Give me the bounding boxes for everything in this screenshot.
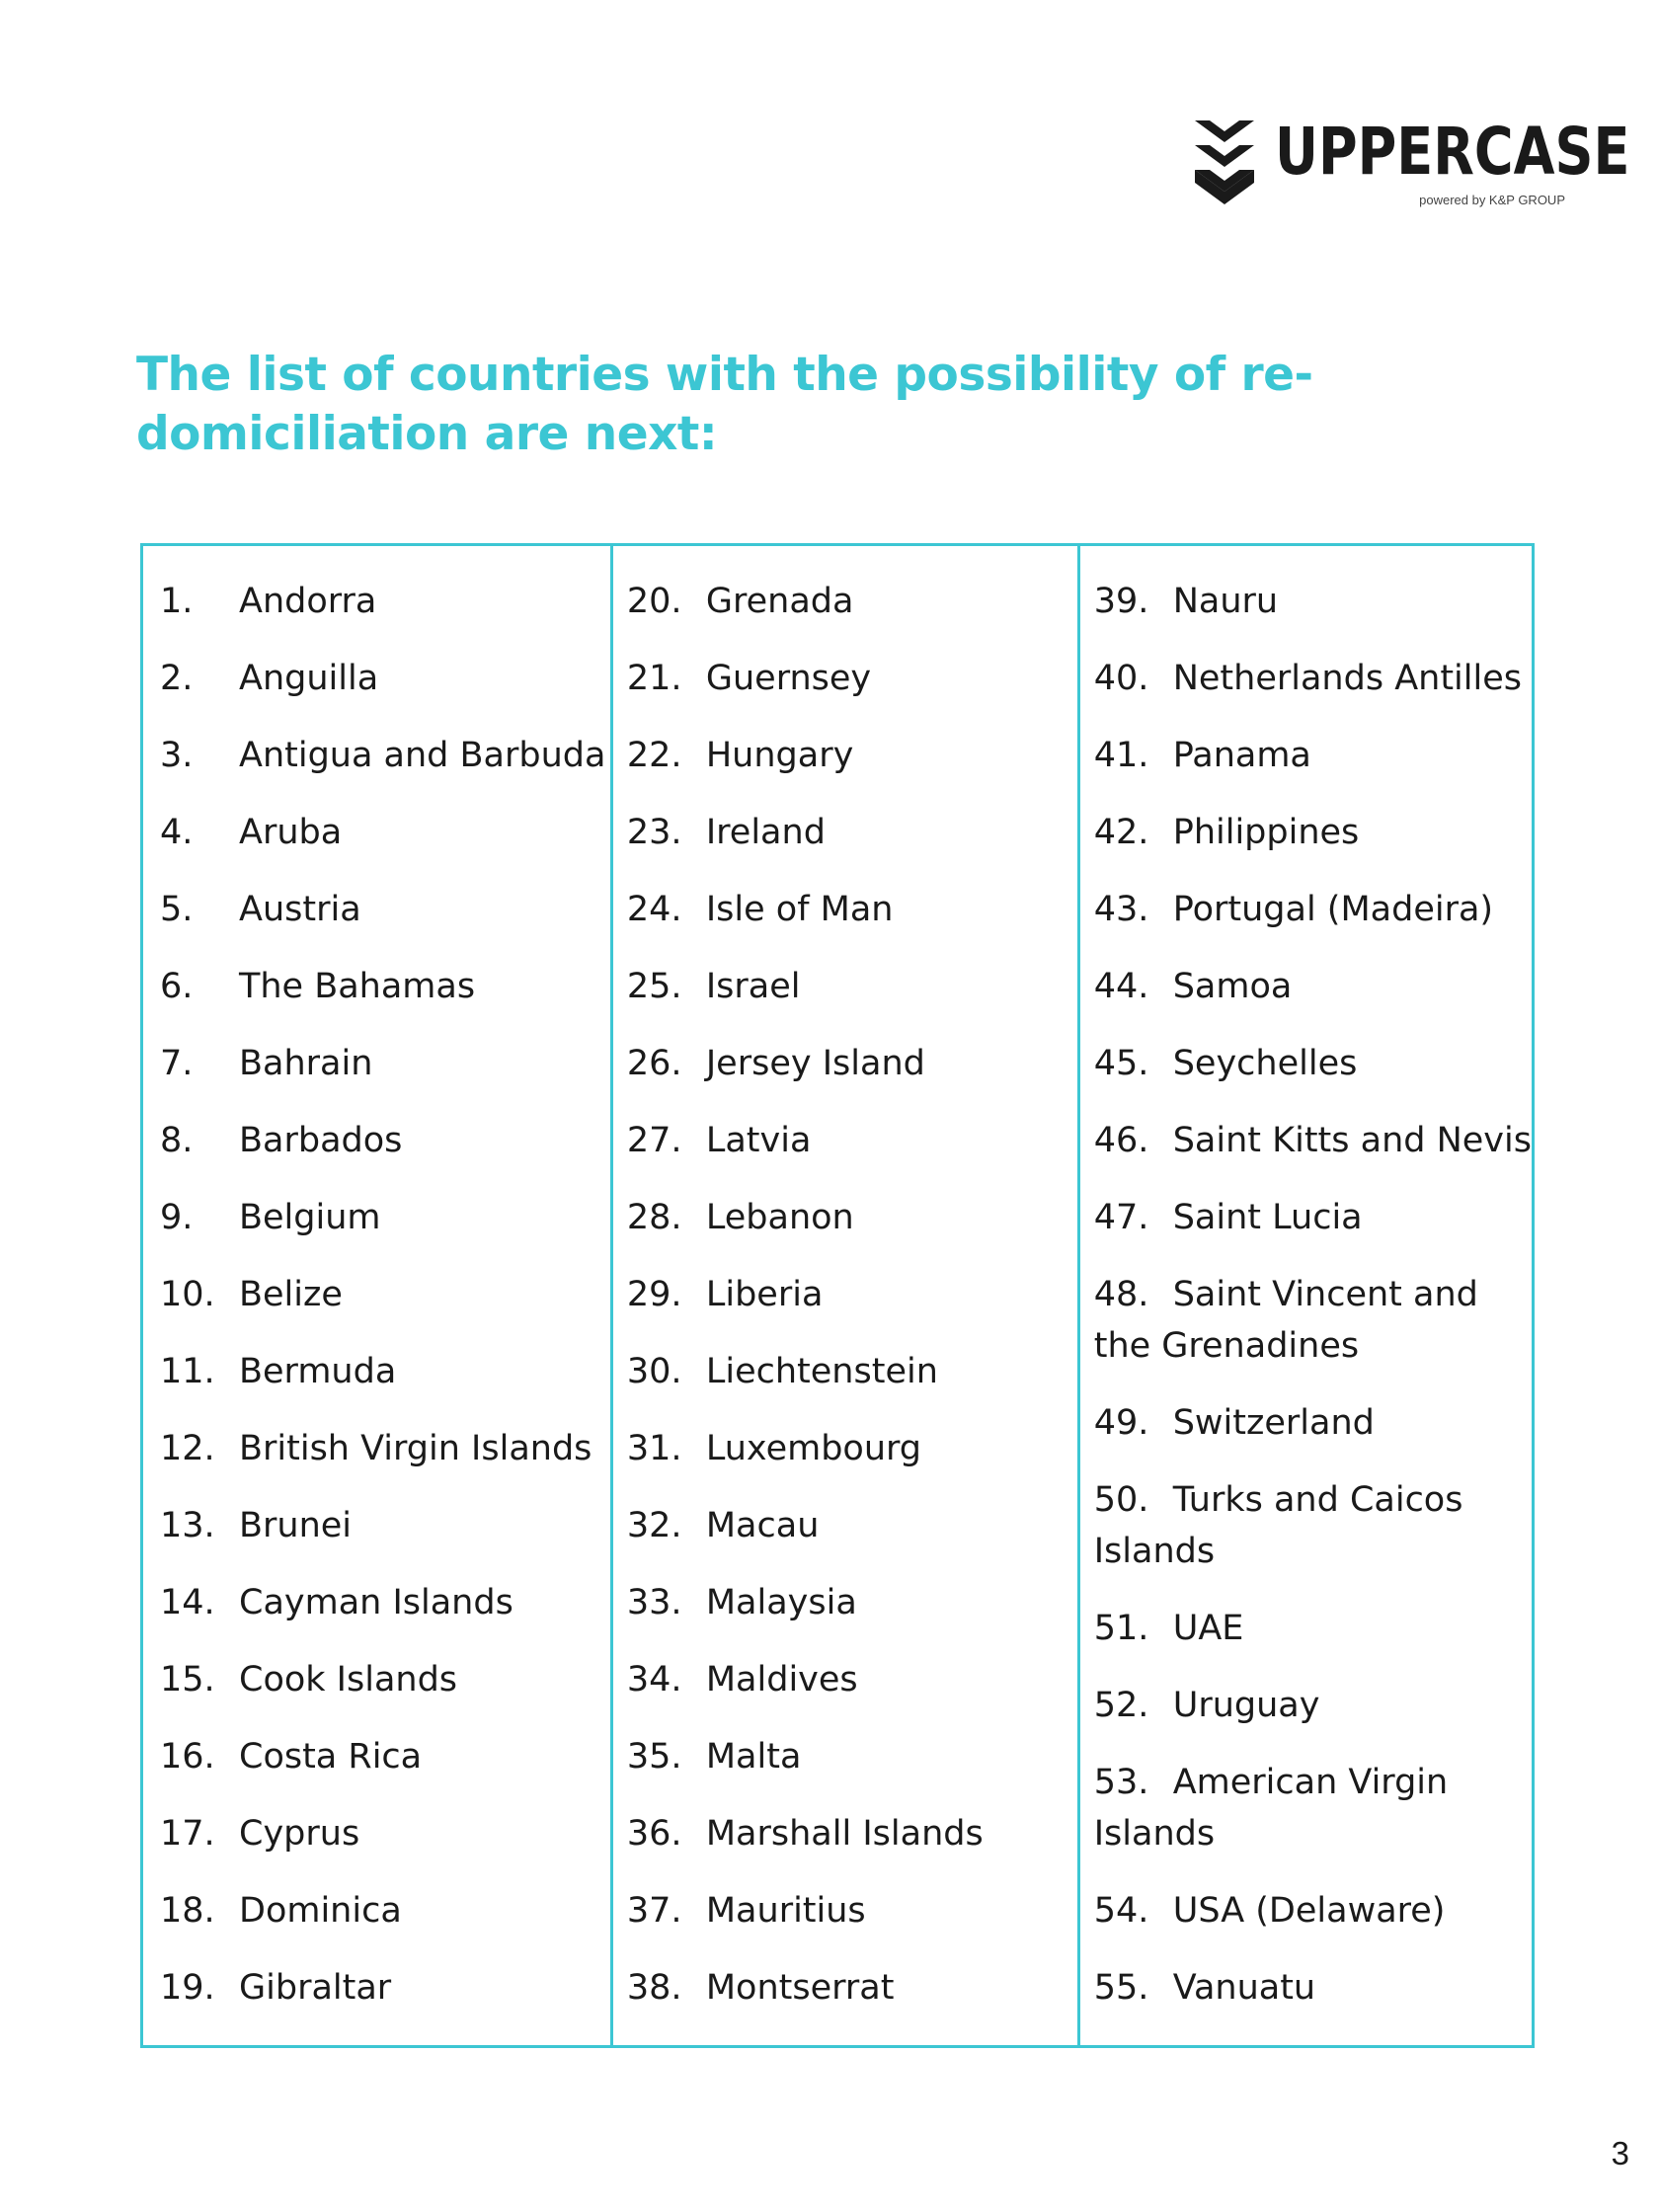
country-name: Israel xyxy=(705,967,801,1006)
country-name: Turks and Caicos Islands xyxy=(1093,1480,1463,1571)
country-list-item xyxy=(160,1731,610,1782)
country-name: Mauritius xyxy=(705,1891,866,1931)
country-name: Vanuatu xyxy=(1172,1968,1316,2008)
country-list-item xyxy=(1094,961,1532,1012)
country-list-item xyxy=(160,1500,610,1551)
country-name: Antigua and Barbuda xyxy=(239,736,606,775)
country-number: 17. xyxy=(160,1814,215,1854)
country-number: 6. xyxy=(160,967,194,1006)
country-name: American Virgin Islands xyxy=(1093,1763,1449,1854)
country-number: 16. xyxy=(160,1737,215,1777)
country-number: 23. xyxy=(626,813,682,852)
country-list-item xyxy=(627,1500,1077,1551)
country-list-item xyxy=(160,1115,610,1166)
country-name: Marshall Islands xyxy=(705,1814,984,1854)
country-name: Bahrain xyxy=(239,1044,373,1083)
country-name: Jersey Island xyxy=(705,1044,925,1083)
country-number: 21. xyxy=(626,659,682,698)
country-name: Panama xyxy=(1172,736,1311,775)
logo-tagline: powered by K&P GROUP xyxy=(1419,193,1565,207)
country-number: 55. xyxy=(1093,1968,1149,2008)
country-name: Barbados xyxy=(239,1121,403,1160)
country-list-item xyxy=(160,653,610,704)
country-number: 31. xyxy=(626,1429,682,1468)
country-name: Hungary xyxy=(705,736,854,775)
country-list-item xyxy=(627,1269,1077,1320)
country-list-item xyxy=(160,961,610,1012)
country-number: 4. xyxy=(160,813,194,852)
country-list-item xyxy=(627,1423,1077,1474)
country-list-item xyxy=(1094,1885,1532,1936)
country-name: Grenada xyxy=(705,582,854,621)
country-list-item xyxy=(627,1654,1077,1705)
country-name: Dominica xyxy=(239,1891,402,1931)
country-number: 50. xyxy=(1093,1480,1149,1520)
country-name: Samoa xyxy=(1172,967,1293,1006)
country-list-item xyxy=(1094,653,1532,704)
country-name: Cook Islands xyxy=(239,1660,458,1699)
country-number: 42. xyxy=(1093,813,1149,852)
uppercase-logo xyxy=(1190,114,1630,212)
country-number: 47. xyxy=(1093,1198,1149,1237)
country-number: 2. xyxy=(160,659,194,698)
countries-table xyxy=(140,543,1535,2048)
country-number: 48. xyxy=(1093,1275,1149,1314)
country-name: Saint Lucia xyxy=(1172,1198,1363,1237)
country-list-item xyxy=(1094,576,1532,627)
country-list-item xyxy=(627,961,1077,1012)
country-number: 35. xyxy=(626,1737,682,1777)
country-name: Switzerland xyxy=(1172,1403,1375,1443)
country-name: Nauru xyxy=(1172,582,1279,621)
country-list-item xyxy=(627,1115,1077,1166)
countries-column-3 xyxy=(1077,546,1532,2045)
country-name: Malta xyxy=(705,1737,802,1777)
country-number: 13. xyxy=(160,1506,215,1545)
country-number: 38. xyxy=(626,1968,682,2008)
country-number: 43. xyxy=(1093,890,1149,929)
country-number: 20. xyxy=(626,582,682,621)
country-number: 34. xyxy=(626,1660,682,1699)
country-name: Anguilla xyxy=(239,659,379,698)
country-number: 40. xyxy=(1093,659,1149,698)
country-name: Costa Rica xyxy=(239,1737,423,1777)
country-list-item xyxy=(160,1654,610,1705)
country-name: Netherlands Antilles xyxy=(1172,659,1522,698)
country-list-item xyxy=(160,576,610,627)
country-name: Saint Kitts and Nevis xyxy=(1172,1121,1532,1160)
country-number: 28. xyxy=(626,1198,682,1237)
country-name: USA (Delaware) xyxy=(1172,1891,1446,1931)
country-name: Gibraltar xyxy=(239,1968,392,2008)
country-list-item xyxy=(627,1577,1077,1628)
country-number: 11. xyxy=(160,1352,215,1391)
country-number: 54. xyxy=(1093,1891,1149,1931)
country-list-item xyxy=(1094,1192,1532,1243)
country-number: 19. xyxy=(160,1968,215,2008)
country-list-item xyxy=(1094,1269,1532,1372)
country-list-item xyxy=(1094,1038,1532,1089)
country-list-item xyxy=(1094,730,1532,781)
country-list-item xyxy=(160,1269,610,1320)
country-number: 37. xyxy=(626,1891,682,1931)
country-name: The Bahamas xyxy=(239,967,476,1006)
country-number: 32. xyxy=(626,1506,682,1545)
country-number: 49. xyxy=(1093,1403,1149,1443)
country-number: 14. xyxy=(160,1583,215,1622)
country-number: 44. xyxy=(1093,967,1149,1006)
country-name: Brunei xyxy=(239,1506,353,1545)
country-number: 7. xyxy=(160,1044,194,1083)
country-number: 8. xyxy=(160,1121,194,1160)
country-list-item xyxy=(160,1808,610,1859)
country-number: 3. xyxy=(160,736,194,775)
country-list-item xyxy=(160,1038,610,1089)
country-name: Saint Vincent and the Grenadines xyxy=(1093,1275,1478,1366)
country-list-item xyxy=(627,1038,1077,1089)
country-list-item xyxy=(160,730,610,781)
country-list-item xyxy=(160,1962,610,2014)
country-list-item xyxy=(160,807,610,858)
country-list-item xyxy=(627,653,1077,704)
country-list-item xyxy=(627,576,1077,627)
country-list-item xyxy=(160,884,610,935)
logo-wordmark: UPPERCASE xyxy=(1275,114,1630,190)
country-number: 39. xyxy=(1093,582,1149,621)
country-list-item xyxy=(627,730,1077,781)
country-name: Andorra xyxy=(239,582,377,621)
country-name: British Virgin Islands xyxy=(239,1429,592,1468)
country-list-item xyxy=(627,807,1077,858)
country-list-item xyxy=(160,1423,610,1474)
country-list-item xyxy=(627,1885,1077,1936)
country-number: 30. xyxy=(626,1352,682,1391)
country-name: Guernsey xyxy=(705,659,872,698)
country-name: Montserrat xyxy=(705,1968,895,2008)
country-name: Liberia xyxy=(705,1275,824,1314)
page-heading: The list of countries with the possibility of re-domiciliation are next: xyxy=(136,348,1313,461)
country-list-item xyxy=(160,1885,610,1936)
country-name: Austria xyxy=(239,890,361,929)
country-name: Philippines xyxy=(1172,813,1360,852)
country-number: 36. xyxy=(626,1814,682,1854)
country-list-item xyxy=(1094,1680,1532,1731)
country-name: Bermuda xyxy=(239,1352,397,1391)
country-number: 10. xyxy=(160,1275,215,1314)
country-list-item xyxy=(1094,1603,1532,1654)
country-name: UAE xyxy=(1172,1609,1244,1648)
country-name: Lebanon xyxy=(705,1198,854,1237)
country-list-item xyxy=(1094,807,1532,858)
country-list-item xyxy=(627,884,1077,935)
country-number: 5. xyxy=(160,890,194,929)
country-list-item xyxy=(1094,1757,1532,1859)
country-name: Luxembourg xyxy=(705,1429,921,1468)
countries-column-1 xyxy=(143,546,610,2045)
country-name: Malaysia xyxy=(705,1583,857,1622)
country-list-item xyxy=(1094,1397,1532,1449)
country-name: Belgium xyxy=(239,1198,381,1237)
country-list-item xyxy=(160,1346,610,1397)
country-number: 24. xyxy=(626,890,682,929)
country-number: 27. xyxy=(626,1121,682,1160)
country-number: 1. xyxy=(160,582,194,621)
country-name: Cayman Islands xyxy=(239,1583,514,1622)
country-number: 12. xyxy=(160,1429,215,1468)
country-number: 52. xyxy=(1093,1686,1149,1725)
page-number: 3 xyxy=(1611,2135,1629,2172)
country-list-item xyxy=(160,1577,610,1628)
country-name: Belize xyxy=(239,1275,343,1314)
country-list-item xyxy=(1094,1474,1532,1577)
country-list-item xyxy=(160,1192,610,1243)
country-number: 46. xyxy=(1093,1121,1149,1160)
country-number: 33. xyxy=(626,1583,682,1622)
country-name: Macau xyxy=(705,1506,820,1545)
countries-column-2 xyxy=(610,546,1077,2045)
country-number: 41. xyxy=(1093,736,1149,775)
country-list-item xyxy=(1094,884,1532,935)
country-list-item xyxy=(627,1808,1077,1859)
country-number: 51. xyxy=(1093,1609,1149,1648)
uppercase-chevron-logo-icon xyxy=(1190,116,1259,204)
country-name: Maldives xyxy=(705,1660,858,1699)
country-name: Ireland xyxy=(705,813,826,852)
country-name: Isle of Man xyxy=(705,890,894,929)
country-name: Portugal (Madeira) xyxy=(1172,890,1494,929)
country-number: 18. xyxy=(160,1891,215,1931)
country-number: 9. xyxy=(160,1198,194,1237)
country-list-item xyxy=(627,1346,1077,1397)
country-name: Liechtenstein xyxy=(705,1352,938,1391)
country-name: Seychelles xyxy=(1172,1044,1358,1083)
country-list-item xyxy=(627,1192,1077,1243)
country-list-item xyxy=(1094,1115,1532,1166)
country-number: 45. xyxy=(1093,1044,1149,1083)
country-name: Cyprus xyxy=(239,1814,360,1854)
country-list-item xyxy=(627,1962,1077,2014)
country-name: Uruguay xyxy=(1172,1686,1320,1725)
country-number: 29. xyxy=(626,1275,682,1314)
country-name: Aruba xyxy=(239,813,343,852)
country-number: 25. xyxy=(626,967,682,1006)
country-number: 15. xyxy=(160,1660,215,1699)
country-list-item xyxy=(627,1731,1077,1782)
country-name: Latvia xyxy=(705,1121,812,1160)
country-number: 53. xyxy=(1093,1763,1149,1802)
country-number: 26. xyxy=(626,1044,682,1083)
country-number: 22. xyxy=(626,736,682,775)
country-list-item xyxy=(1094,1962,1532,2014)
